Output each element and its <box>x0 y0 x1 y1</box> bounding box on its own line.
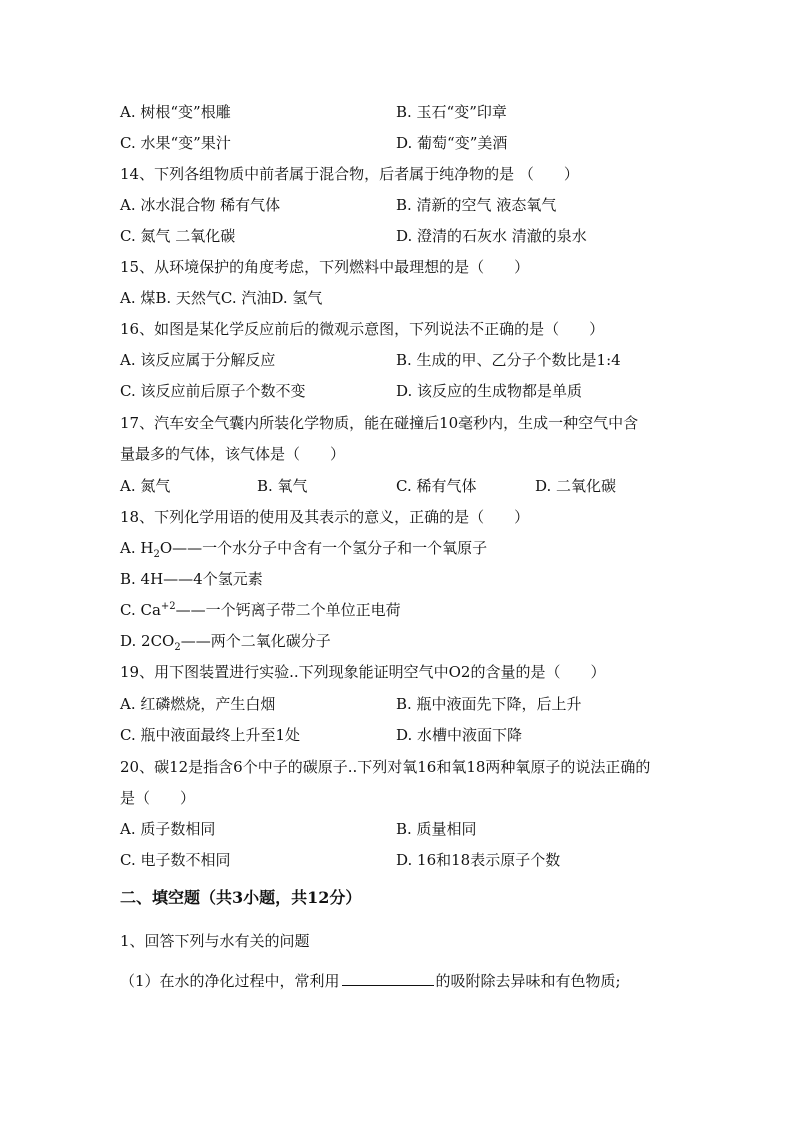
q18-option-a <box>120 538 487 558</box>
q14-option-a: A. 冰水混合物 稀有气体 <box>120 196 281 214</box>
q18-a-subscript: 2 <box>153 549 160 560</box>
q18-option-c <box>120 600 401 620</box>
q18-a-text: O——一个水分子中含有一个氢分子和一个氧原子 <box>159 539 488 557</box>
q14-stem: 14、下列各组物质中前者属于混合物，后者属于纯净物的是 （ ） <box>120 165 579 183</box>
q17-stem-line2: 量最多的气体，该气体是（ ） <box>120 445 346 463</box>
q20-stem-line1: 20、碳12是指含6个中子的碳原子..下列对氧16和氧18两种氧原子的说法正确的 <box>120 758 651 776</box>
q13-option-b: B. 玉石“变”印章 <box>396 103 507 121</box>
q17-option-b: B. 氧气 <box>257 477 308 495</box>
q19-stem: 19、用下图装置进行实验..下列现象能证明空气中O2的含量的是（ ） <box>120 663 606 681</box>
q1-part1-text: （1）在水的净化过程中，常利用 <box>120 972 340 990</box>
q20-stem-line2: 是（ ） <box>120 789 196 807</box>
q18-c-superscript: +2 <box>160 601 176 612</box>
q19-option-c: C. 瓶中液面最终上升至1处 <box>120 726 301 744</box>
q19-option-d: D. 水槽中液面下降 <box>396 726 523 744</box>
q18-a-formula: A. H <box>120 539 154 557</box>
q19-option-b: B. 瓶中液面先下降，后上升 <box>396 695 582 713</box>
q18-option-b: B. 4H——4个氢元素 <box>120 570 263 588</box>
section-2-q1-part1 <box>120 970 621 991</box>
q16-option-c: C. 该反应前后原子个数不变 <box>120 382 306 400</box>
q15-stem: 15、从环境保护的角度考虑，下列燃料中最理想的是（ ） <box>120 258 530 276</box>
q14-option-c: C. 氮气 二氧化碳 <box>120 227 236 245</box>
q20-option-b: B. 质量相同 <box>396 820 477 838</box>
q13-option-c: C. 水果“变”果汁 <box>120 134 231 152</box>
q20-option-a: A. 质子数相同 <box>120 820 216 838</box>
q18-c-text: ——一个钙离子带二个单位正电荷 <box>175 601 401 619</box>
q18-stem: 18、下列化学用语的使用及其表示的意义，正确的是（ ） <box>120 508 530 526</box>
q1-part1-text-end: 的吸附除去异味和有色物质; <box>435 972 621 990</box>
q18-option-d <box>120 631 331 651</box>
q16-option-d: D. 该反应的生成物都是单质 <box>396 382 583 400</box>
q18-d-text: ——两个二氧化碳分子 <box>180 632 331 650</box>
q13-option-d: D. 葡萄“变”美酒 <box>396 134 508 152</box>
section-2-title: 二、填空题（共3小题，共12分） <box>120 888 362 907</box>
q18-d-subscript: 2 <box>174 642 181 653</box>
q17-option-a: A. 氮气 <box>120 477 171 495</box>
q14-option-b: B. 清新的空气 液态氧气 <box>396 196 557 214</box>
q19-option-a: A. 红磷燃烧，产生白烟 <box>120 695 276 713</box>
q17-stem-line1: 17、汽车安全气囊内所装化学物质，能在碰撞后10毫秒内，生成一种空气中含 <box>120 414 639 432</box>
q18-c-formula: C. Ca <box>120 601 161 619</box>
q14-option-d: D. 澄清的石灰水 清澈的泉水 <box>396 227 587 245</box>
section-2-q1-stem: 1、回答下列与水有关的问题 <box>120 932 310 950</box>
q17-option-c: C. 稀有气体 <box>396 477 477 495</box>
q15-options: A. 煤B. 天然气C. 汽油D. 氢气 <box>120 289 323 307</box>
q20-option-d: D. 16和18表示原子个数 <box>396 851 561 869</box>
q13-option-a: A. 树根“变”根雕 <box>120 103 231 121</box>
q16-option-a: A. 该反应属于分解反应 <box>120 351 276 369</box>
q16-option-b: B. 生成的甲、乙分子个数比是1:4 <box>396 351 621 369</box>
answer-blank[interactable] <box>342 970 434 986</box>
q16-stem: 16、如图是某化学反应前后的微观示意图，下列说法不正确的是（ ） <box>120 320 605 338</box>
q17-option-d: D. 二氧化碳 <box>535 477 617 495</box>
q20-option-c: C. 电子数不相同 <box>120 851 231 869</box>
q18-d-formula: D. 2CO <box>120 632 175 650</box>
